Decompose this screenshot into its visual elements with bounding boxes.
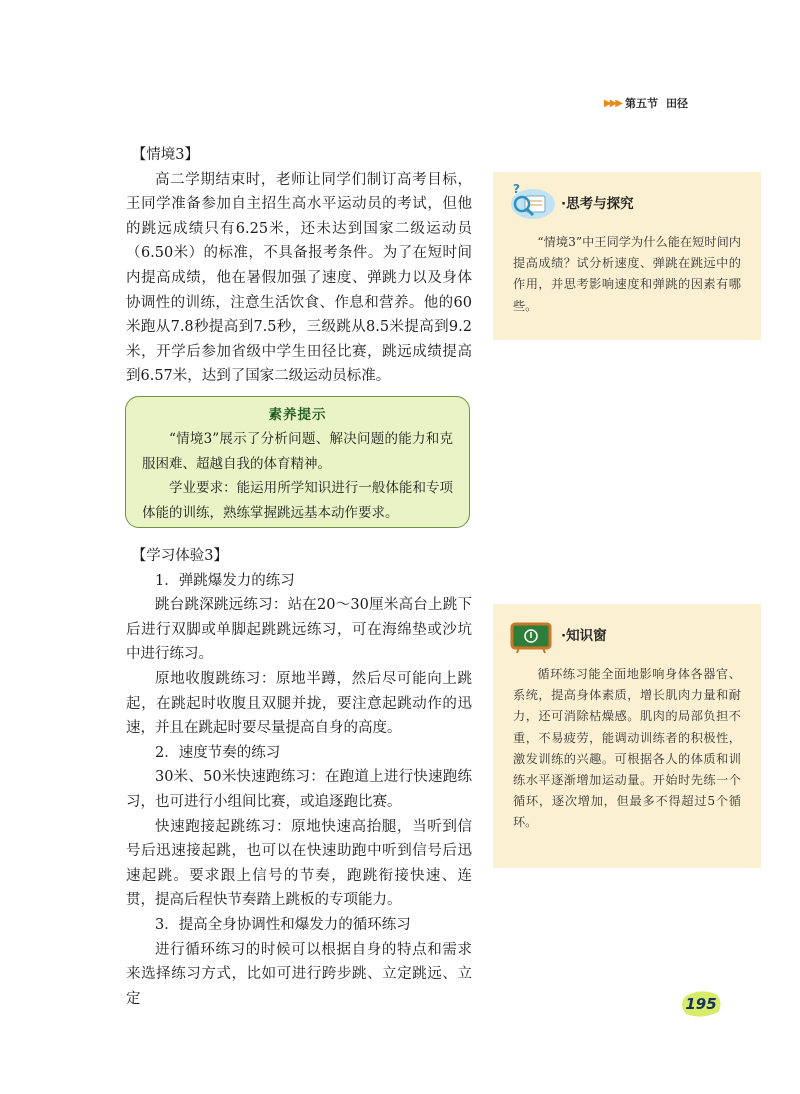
experience-heading-2: 2．速度节奏的练习 — [155, 744, 281, 761]
knowledge-window-text: 循环练习能全面地影响身体各器官、系统，提高身体素质，增长肌肉力量和耐力，还可消除枯燥感。肌肉的局部负担不重，不易疲劳，能调动训练者的积极性，激发训练的兴趣。可根据各人的体质和训练水平逐渐增加运动量。开始时先练一个循环，逐次增加，但最多不得超过5个循环。 — [513, 667, 741, 830]
knowledge-window-box — [493, 604, 761, 868]
triangle-arrows-icon: ▶▶▶ — [603, 97, 621, 109]
experience-heading-3: 3．提高全身协调性和爆发力的循环练习 — [155, 916, 411, 933]
svg-text:?: ? — [513, 182, 520, 196]
scenario-block — [126, 143, 472, 389]
literacy-tip-box — [125, 396, 470, 528]
think-explore-text: “情境3”中王同学为什么能在短时间内提高成绩？试分析速度、弹跳在跳远中的作用，并思考影响速度和弹跳的因素有哪些。 — [513, 235, 741, 313]
think-explore-title: ·思考与探究 — [561, 196, 634, 212]
experience-p5: 进行循环练习的时候可以根据自身的特点和需求来选择练习方式，比如可进行跨步跳、立定跳远、立定 — [126, 941, 472, 1007]
think-explore-box — [493, 172, 761, 340]
header-topic: 田径 — [666, 97, 688, 110]
scenario-title: 【情境3】 — [131, 147, 200, 163]
magnifier-question-icon — [507, 182, 557, 222]
blackboard-icon — [507, 614, 557, 654]
experience-heading-1: 1．弹跳爆发力的练习 — [155, 572, 295, 589]
literacy-tip-p1: “情境3”展示了分析问题、解决问题的能力和克服困难、超越自我的体育精神。 — [142, 431, 453, 472]
scenario-paragraph: 高二学期结束时，老师让同学们制订高考目标，王同学准备参加自主招生高水平运动员的考试，但他的跳远成绩只有6.25米，还未达到国家二级运动员（6.50米）的标准，不具备报考条件。为了在短时间内提高成绩，他在暑假加强了速度、弹跳力以及身体协调性的训练，注意生活饮食、作息和营养。他的60米跑从7.8秒提高到7.5秒，三级跳从8.5米提高到9.2米，开学后参加省级中学生田径比赛，跳远成绩提高到6.57米，达到了国家二级运动员标准。 — [126, 171, 472, 385]
page-number-text: 195 — [685, 995, 717, 1013]
experience-block — [126, 544, 472, 1011]
experience-p4: 快速跑接起跳练习：原地快速高抬腿，当听到信号后迅速接起跳，也可以在快速助跑中听到信号后迅速起跳。要求跟上信号的节奏，跑跳衔接快速、连贯，提高后程快节奏踏上跳板的专项能力。 — [126, 818, 472, 909]
experience-p3: 30米、50米快速跑练习：在跑道上进行快速跑练习，也可进行小组间比赛，或追逐跑比赛。 — [126, 769, 472, 810]
experience-p1: 跳台跳深跳远练习：站在20～30厘米高台上跳下后进行双脚或单脚起跳跳远练习，可在海绵垫或沙坑中进行练习。 — [126, 597, 472, 663]
running-header — [604, 95, 688, 111]
think-explore-header — [507, 172, 741, 232]
experience-p2: 原地收腹跳练习：原地半蹲，然后尽可能向上跳起，在跳起时收腹且双腿并拢，要注意起跳动作的迅速，并且在跳起时要尽量提高自身的高度。 — [126, 670, 472, 737]
literacy-tip-title: 素养提示 — [268, 407, 327, 423]
literacy-tip-p2: 学业要求：能运用所学知识进行一般体能和专项体能的训练，熟练掌握跳远基本动作要求。 — [142, 480, 453, 521]
page-number — [680, 990, 722, 1018]
knowledge-window-title: ·知识窗 — [561, 628, 607, 644]
knowledge-window-header — [507, 604, 741, 664]
experience-title: 【学习体验3】 — [131, 548, 229, 564]
header-section: 第五节 — [625, 97, 658, 110]
